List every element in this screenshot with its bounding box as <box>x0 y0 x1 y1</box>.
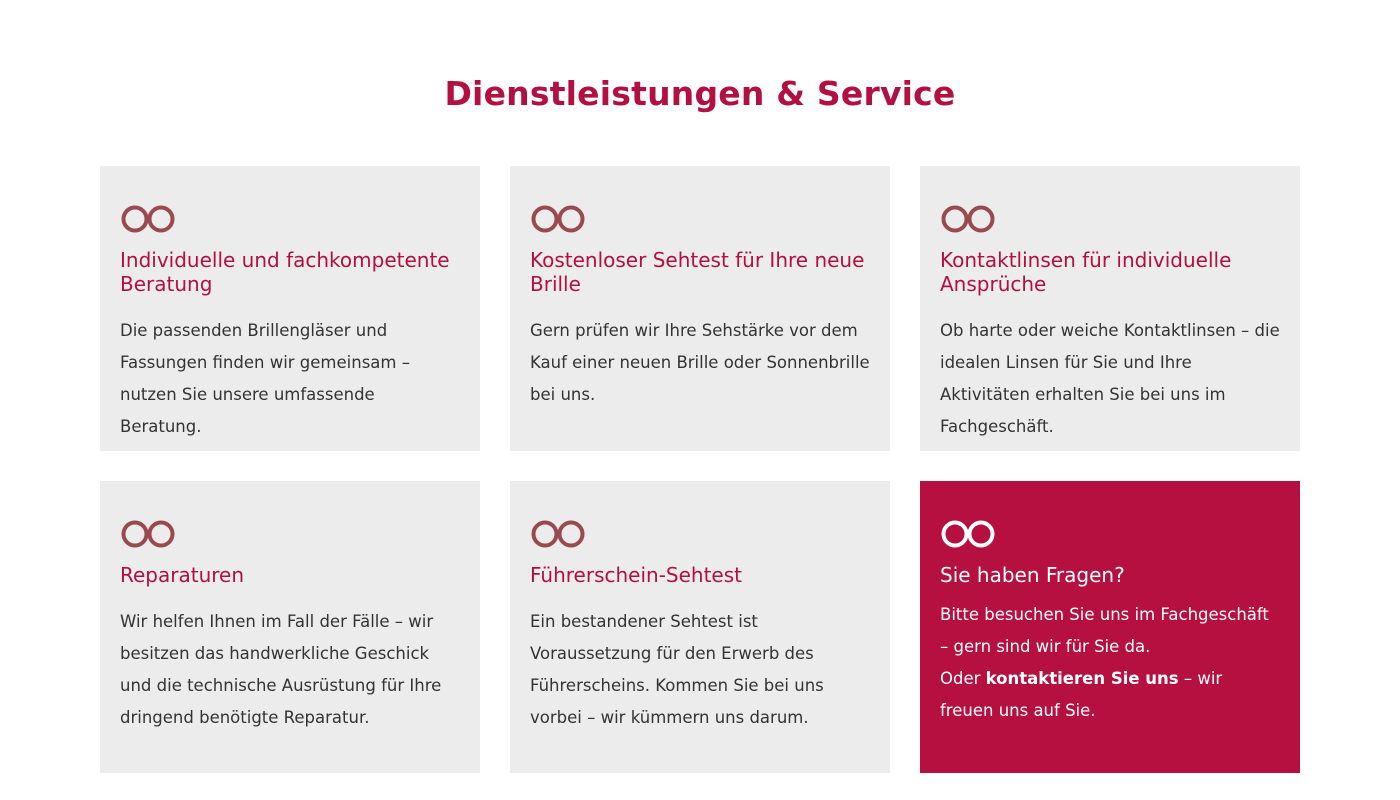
card-title: Individuelle und fachkompetente Beratung <box>120 248 450 296</box>
contact-card-suffix: – wir freuen uns auf Sie. <box>940 669 1223 720</box>
glasses-icon <box>530 517 588 551</box>
services-grid <box>100 166 1300 773</box>
card-title: Kostenloser Sehtest für Ihre neue Brille <box>530 248 865 296</box>
glasses-icon <box>940 517 998 551</box>
card-text: Die passenden Brillengläser und Fassungen finden wir gemeinsam – nutzen Sie unsere umfassende Beratung. <box>120 321 410 436</box>
contact-us-link[interactable]: kontaktieren Sie uns <box>985 669 1179 688</box>
card-title: Führerschein-Sehtest <box>530 563 743 587</box>
service-card-sehtest <box>510 166 890 451</box>
glasses-icon <box>120 202 178 236</box>
glasses-icon <box>940 202 998 236</box>
card-title: Kontaktlinsen für individuelle Ansprüche <box>940 248 1232 296</box>
contact-card-text <box>940 599 1280 727</box>
glasses-icon <box>530 202 588 236</box>
section-title: Dienstleistungen & Service <box>444 74 956 113</box>
glasses-icon <box>120 517 178 551</box>
service-card-fuehrerschein <box>510 481 890 773</box>
contact-card <box>920 481 1300 773</box>
card-title: Reparaturen <box>120 563 245 587</box>
service-card-kontaktlinsen <box>920 166 1300 451</box>
card-text: Gern prüfen wir Ihre Sehstärke vor dem Kauf einer neuen Brille oder Sonnenbrille bei uns. <box>530 321 870 404</box>
card-text: Ob harte oder weiche Kontaktlinsen – die idealen Linsen für Sie und Ihre Aktivitäten erhalten Sie bei uns im Fachgeschäft. <box>940 321 1280 436</box>
contact-card-line1: Bitte besuchen Sie uns im Fachgeschäft – gern sind wir für Sie da. <box>940 605 1269 656</box>
contact-card-title: Sie haben Fragen? <box>940 563 1125 587</box>
card-text: Ein bestandener Sehtest ist Voraussetzung für den Erwerb des Führerscheins. Kommen Sie bei uns vorbei – wir kümmern uns darum. <box>530 612 824 727</box>
service-card-beratung <box>100 166 480 451</box>
card-text: Wir helfen Ihnen im Fall der Fälle – wir besitzen das handwerkliche Geschick und die technische Ausrüstung für Ihre dringend benötigte Reparatur. <box>120 612 442 727</box>
contact-card-prefix: Oder <box>940 669 986 688</box>
service-card-reparaturen <box>100 481 480 773</box>
